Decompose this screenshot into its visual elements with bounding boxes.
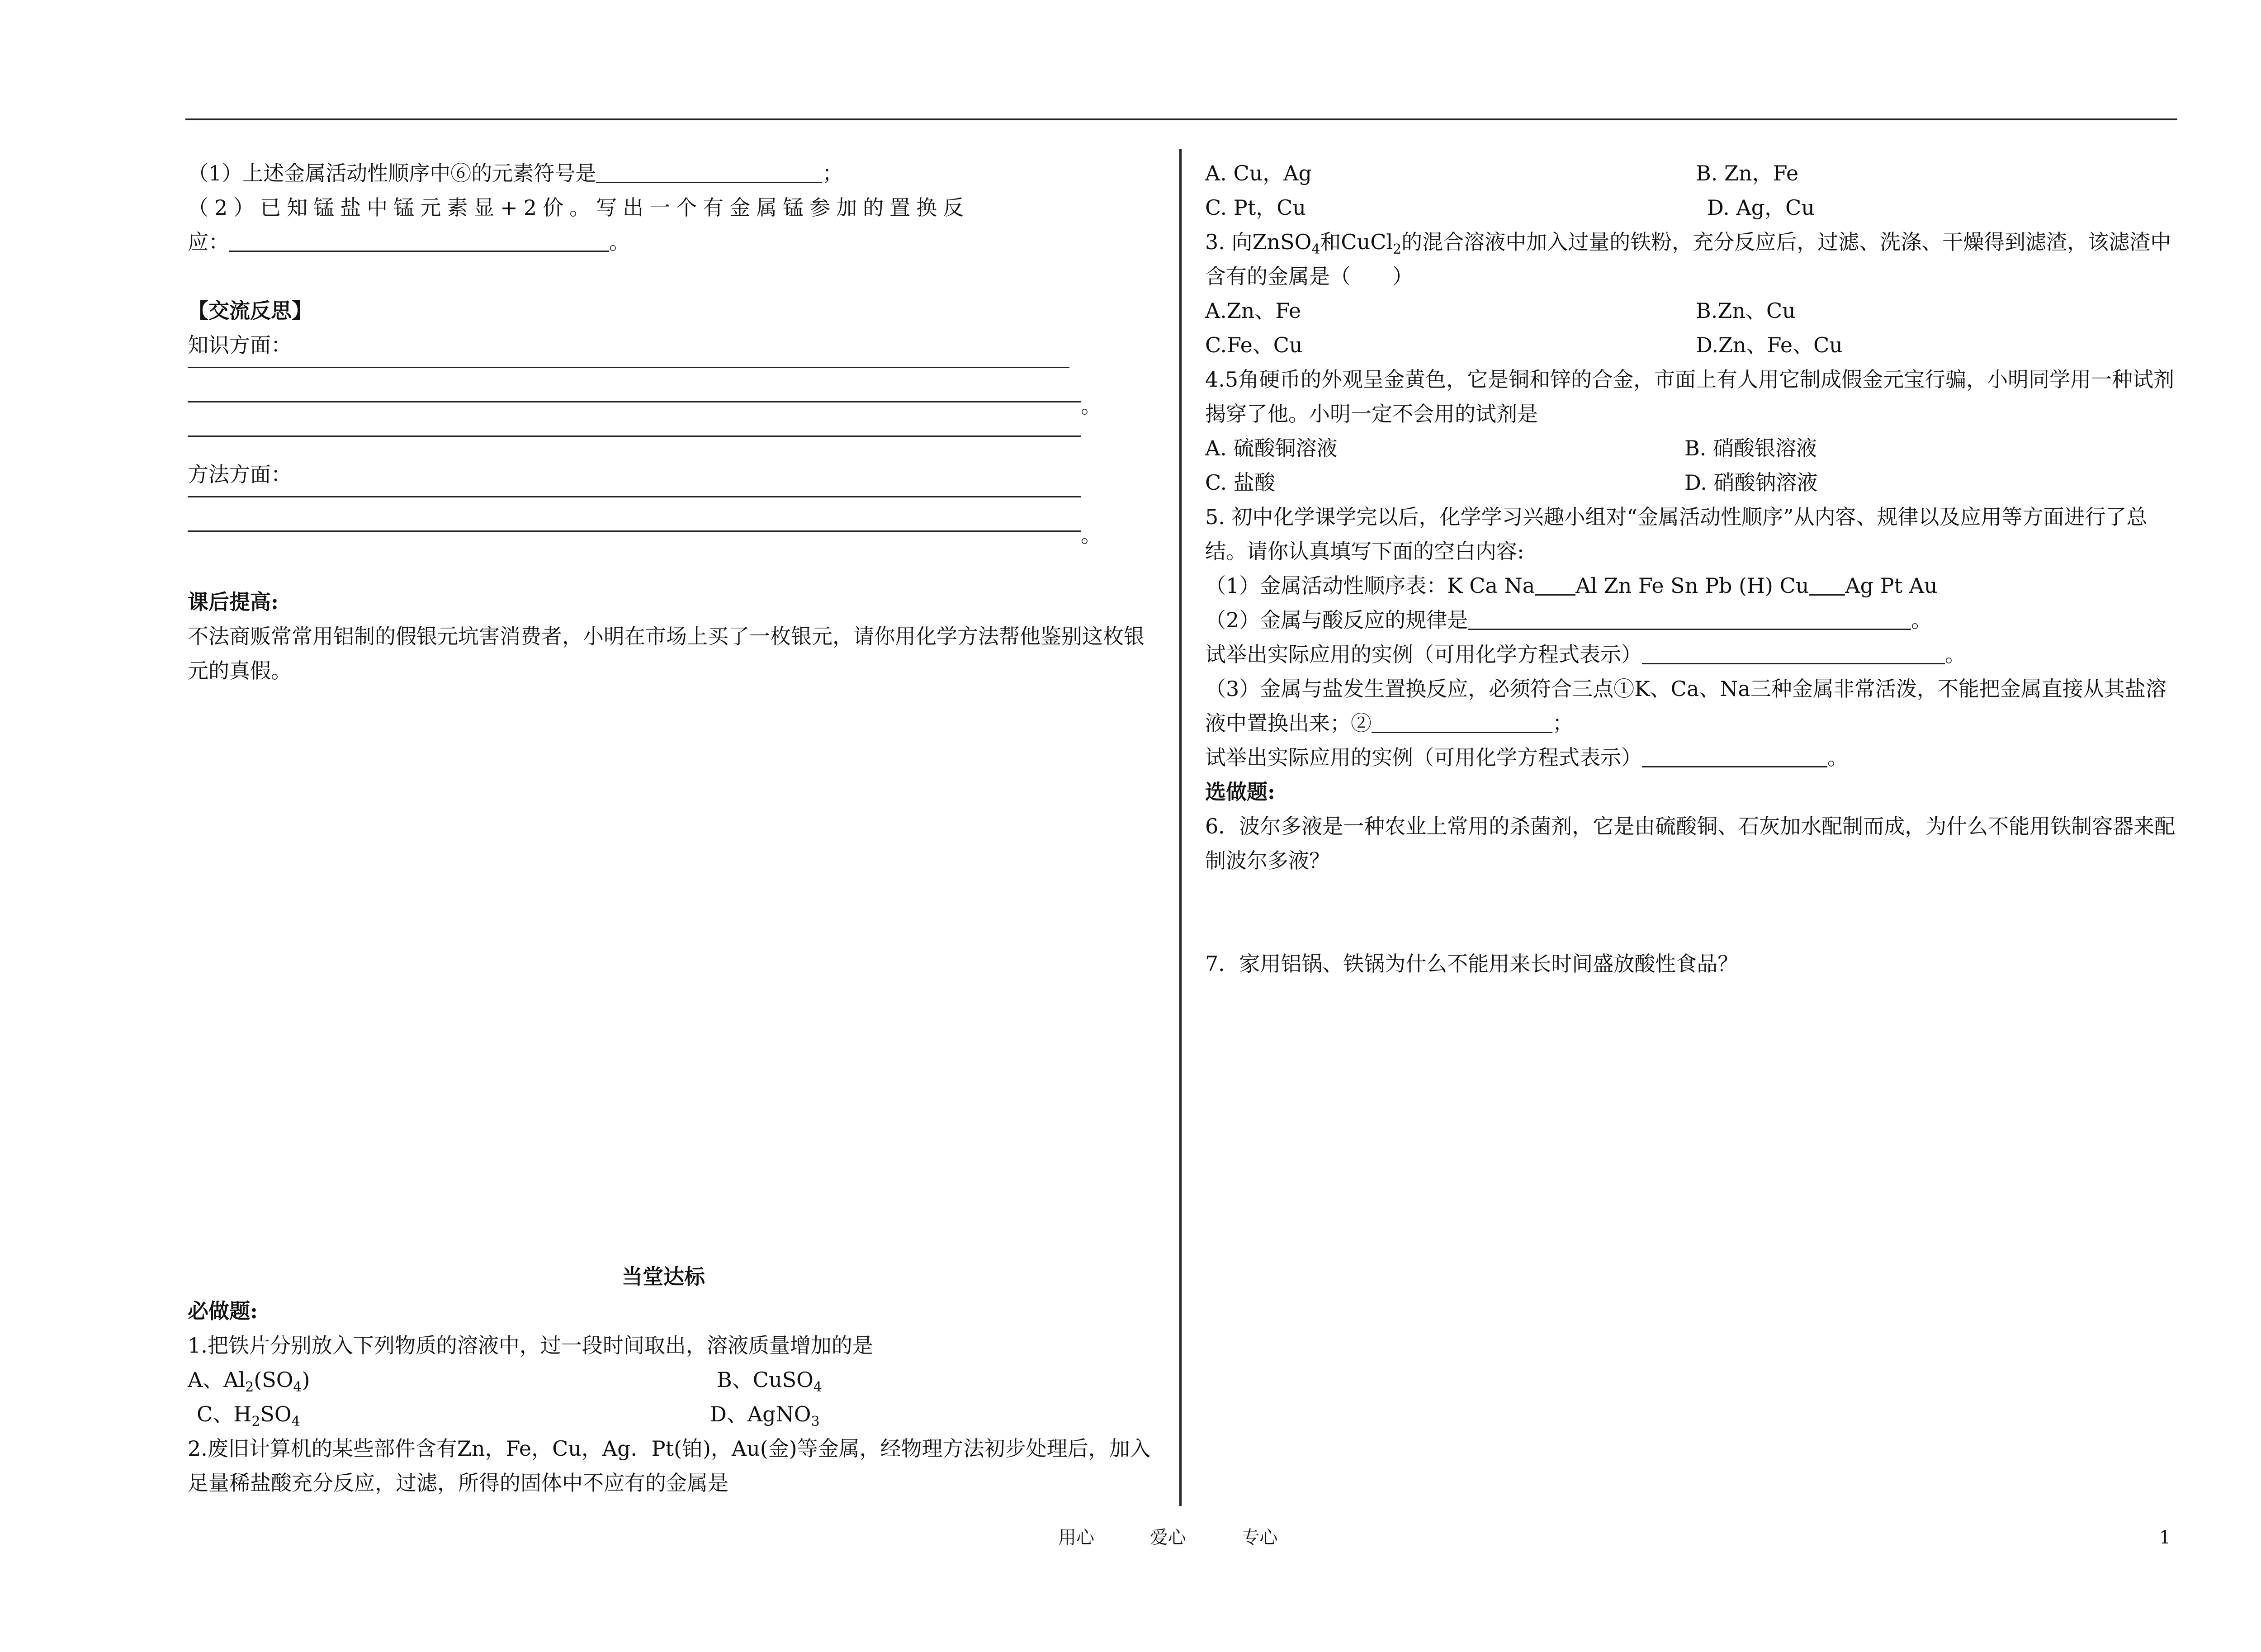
problem-1-options-cd	[188, 1397, 1160, 1431]
answer-blank[interactable]	[1468, 608, 1911, 630]
section-title: 当堂达标	[622, 1264, 705, 1289]
problem-3-options-ab	[1205, 293, 2177, 328]
must-do-title: 必做题:	[188, 1299, 258, 1323]
problem-5-part-2: （2）金属与酸反应的规律是 。	[1205, 608, 1932, 632]
question-1: （1）上述金属活动性顺序中⑥的元素符号是 ；	[188, 161, 843, 185]
left-column	[188, 156, 1160, 1495]
problem-5-example: 试举出实际应用的实例（可用化学方程式表示） 。	[1205, 642, 1966, 667]
problem-5-example-2: 试举出实际应用的实例（可用化学方程式表示） 。	[1205, 745, 1848, 770]
option-b[interactable]: B.Zn、Cu	[1696, 298, 1796, 323]
problem-7: 7．家用铝锅、铁锅为什么不能用来长时间盛放酸性食品？	[1205, 951, 1739, 976]
problem-1-options-ab	[188, 1363, 1160, 1397]
option-a[interactable]: A.Zn、Fe	[1205, 298, 1301, 323]
reflect-title: 【交流反思】	[188, 298, 312, 323]
optional-title: 选做题:	[1205, 780, 1275, 804]
problem-6: 6．波尔多液是一种农业上常用的杀菌剂，它是由硫酸铜、石灰加水配制而成，为什么不能用铁制容器来配制波尔多液？	[1205, 814, 2176, 873]
question-2-line1: （2）已知锰盐中锰元素显+2价。写出一个有金属锰参加的置换反	[188, 195, 970, 220]
problem-5-part-3: （3）金属与盐发生置换反应，必须符合三点①K、Ca、Na三种金属非常活泼，不能把金属直接从其盐溶液中置换出来；② ；	[1205, 677, 2166, 735]
answer-blank[interactable]	[229, 230, 609, 252]
knowledge-label: 知识方面：	[188, 333, 292, 357]
method-lines	[188, 483, 1160, 550]
problem-1: 1.把铁片分别放入下列物质的溶液中，过一段时间取出，溶液质量增加的是	[188, 1333, 873, 1358]
problem-3: 3. 向ZnSO$_4$和CuCl$_2$的混合溶液中加入过量的铁粉，充分反应后，过滤、洗涤、干燥得到滤渣，该滤渣中含有的金属是（ ）	[1205, 230, 2171, 289]
knowledge-lines	[188, 353, 1160, 457]
period: 。	[1081, 393, 1102, 418]
answer-blank[interactable]	[1809, 573, 1845, 596]
page-number: 1	[2159, 1527, 2171, 1548]
in-class-section	[188, 1259, 1160, 1500]
answer-blank[interactable]	[1372, 711, 1552, 733]
option-d[interactable]: D.Zn、Fe、Cu	[1696, 333, 1843, 357]
answer-line[interactable]	[188, 401, 1081, 402]
problem-2-options-ab	[1205, 156, 2177, 190]
problem-2: 2.废旧计算机的某些部件含有Zn，Fe，Cu，Ag．Pt(铂)，Au(金)等金属，经物理方法初步处理后，加入足量稀盐酸充分反应，过滤，所得的固体中不应有的金属是	[188, 1436, 1151, 1495]
answer-blank[interactable]	[1642, 642, 1945, 664]
option-c[interactable]: C、$H_2SO_4$	[197, 1402, 300, 1430]
answer-blank[interactable]	[596, 161, 822, 183]
option-a[interactable]: A、$Al_2(SO_4)$	[188, 1368, 310, 1396]
problem-5-part-1: （1）金属活动性顺序表：K Ca Na Al Zn Fe Sn Pb (H) Cu Ag Pt Au	[1205, 573, 1938, 598]
option-d[interactable]: D. 硝酸钠溶液	[1684, 470, 1818, 495]
problem-4-options-ab	[1205, 431, 2177, 465]
problem-3-options-cd	[1205, 328, 2177, 362]
method-label: 方法方面：	[188, 462, 292, 487]
after-class-title: 课后提高:	[188, 590, 279, 614]
right-column	[1205, 156, 2177, 981]
answer-blank[interactable]	[1535, 573, 1575, 596]
option-a[interactable]: A. 硫酸铜溶液	[1205, 436, 1338, 460]
period: 。	[1081, 523, 1102, 547]
footer-motto: 用心 爱心 专心	[1058, 1527, 1278, 1548]
top-rule	[185, 118, 2177, 120]
answer-blank[interactable]	[1642, 745, 1827, 767]
option-d[interactable]: D、AgNO$_3$	[710, 1402, 820, 1430]
column-divider	[1179, 149, 1182, 1506]
answer-line[interactable]	[188, 496, 1081, 497]
question-2-line2: 应： 。	[188, 230, 630, 254]
after-class-question: 不法商贩常常用铝制的假银元坑害消费者，小明在市场上买了一枚银元，请你用化学方法帮他鉴别这枚银元的真假。	[188, 624, 1145, 683]
problem-5: 5. 初中化学课学完以后，化学学习兴趣小组对“金属活动性顺序”从内容、规律以及应用等方面进行了总结。请你认真填写下面的空白内容:	[1205, 505, 2147, 563]
option-c[interactable]: C. Pt，Cu	[1205, 195, 1306, 220]
option-b[interactable]: B. Zn，Fe	[1696, 161, 1799, 185]
option-b[interactable]: B. 硝酸银溶液	[1684, 436, 1817, 460]
answer-line[interactable]	[188, 367, 1069, 368]
option-c[interactable]: C.Fe、Cu	[1205, 333, 1303, 357]
option-d[interactable]: D. Ag，Cu	[1707, 195, 1815, 220]
option-a[interactable]: A. Cu，Ag	[1205, 161, 1312, 185]
answer-line[interactable]	[188, 530, 1081, 532]
problem-4: 4.5角硬币的外观呈金黄色，它是铜和锌的合金，市面上有人用它制成假金元宝行骗，小明同学用一种试剂揭穿了他。小明一定不会用的试剂是	[1205, 367, 2175, 426]
problem-4-options-cd	[1205, 465, 2177, 500]
answer-line[interactable]	[188, 435, 1081, 437]
option-b[interactable]: B、CuSO$_4$	[717, 1368, 822, 1396]
option-c[interactable]: C. 盐酸	[1205, 470, 1275, 495]
problem-2-options-cd	[1205, 190, 2177, 225]
